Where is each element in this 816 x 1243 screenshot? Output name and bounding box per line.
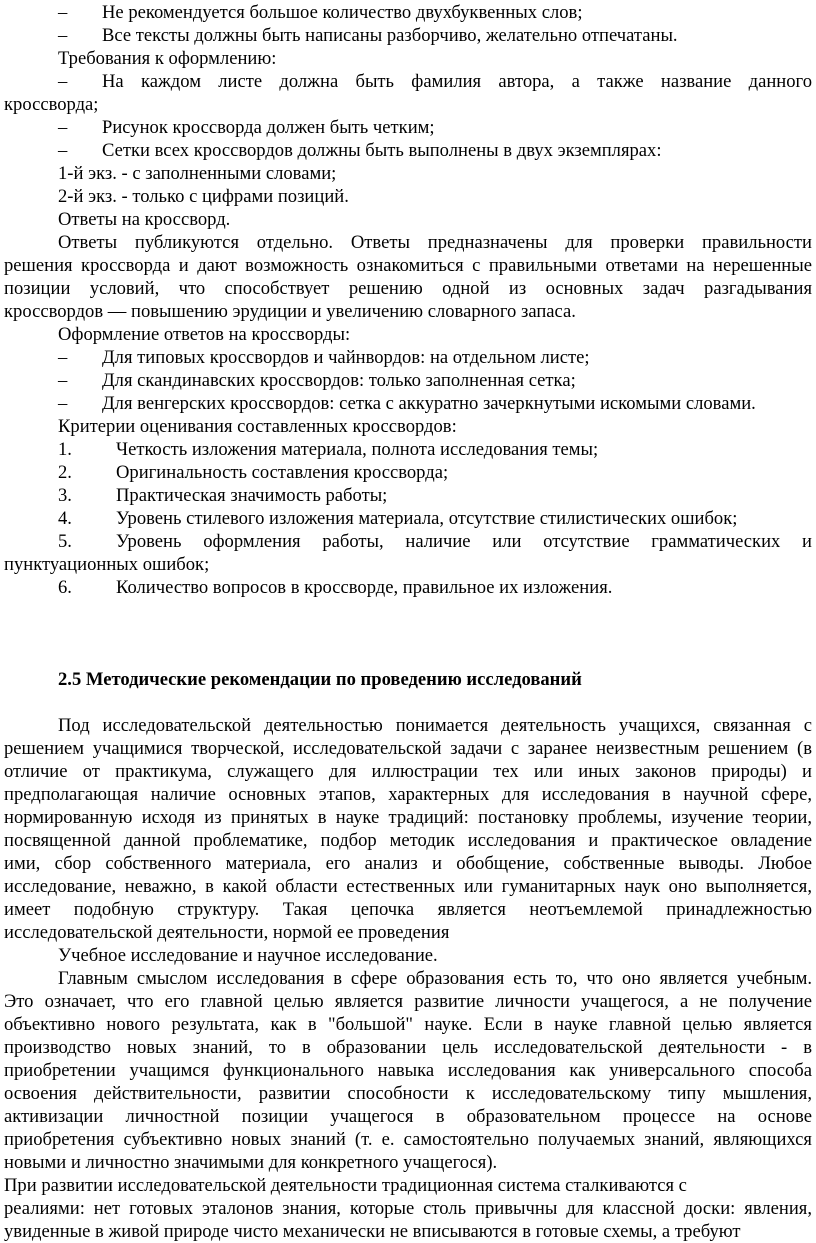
text-line [4, 255, 812, 277]
line-text: 1-й экз. - с заполненными словами; [58, 163, 337, 184]
text-line [58, 48, 812, 70]
text-line [58, 531, 812, 553]
line-text: исследовательской деятельности, нормой ее проведения [4, 922, 450, 943]
text-line [58, 462, 812, 484]
text-line [4, 554, 812, 576]
line-text: Сетки всех кроссвордов должны быть выполнены в двух экземплярах: [102, 140, 662, 161]
bullet-dash: – [58, 347, 68, 368]
line-text: пунктуационных ошибок; [4, 554, 210, 575]
line-text: Уровень оформления работы, наличие или отсутствие грамматических и [116, 531, 812, 552]
line-text: реалиями: нет готовых эталонов знания, которые столь привычны для классной доски: явления, [4, 1198, 812, 1219]
line-text: Рисунок кроссворда должен быть четким; [102, 117, 435, 138]
text-line [58, 71, 812, 93]
bullet-dash: – [58, 71, 68, 92]
text-line [58, 2, 812, 24]
line-text: приобретения субъективно новых знаний (т. е. самостоятельно получаемых знаний, являющихся [4, 1129, 812, 1150]
line-text: Практическая значимость работы; [116, 485, 388, 506]
list-number: 1. [58, 439, 72, 460]
text-line [58, 485, 812, 507]
text-line [58, 416, 812, 438]
line-text: производство новых знаний, то в образовании цель исследовательской деятельности - в [4, 1037, 812, 1058]
text-line [4, 278, 812, 300]
line-text: нормированную исходя из принятых в науке традиций: постановку проблемы, изучение теории, [4, 807, 812, 828]
text-line [4, 784, 812, 806]
line-text: Для венгерских кроссвордов: сетка с аккуратно зачеркнутыми искомыми словами. [102, 393, 756, 414]
bullet-dash: – [58, 370, 68, 391]
line-text: решением учащимися творческой, исследовательской задачи с заранее неизвестным решением (в [4, 738, 812, 759]
line-text: имеет подобную структуру. Такая цепочка является неотъемлемой принадлежностью [4, 899, 812, 920]
line-text: кроссворда; [4, 94, 99, 115]
line-text: Оригинальность составления кроссворда; [116, 462, 449, 483]
text-line [58, 25, 812, 47]
bullet-dash: – [58, 2, 68, 23]
line-text: позиции условий, что способствует решению одной из основных задач разгадывания [4, 278, 812, 299]
line-text: посвященной данной проблематике, подбор методик исследования и практическое овладение [4, 830, 812, 851]
line-text: приобретении учащимся функционального навыка исследования как универсального способа [4, 1060, 812, 1081]
text-line [4, 94, 812, 116]
line-text: Ответы на кроссворд. [58, 209, 231, 230]
text-line [4, 922, 812, 944]
text-line [4, 1129, 812, 1151]
text-line [58, 232, 812, 254]
text-line [58, 209, 812, 231]
text-line [58, 968, 812, 990]
text-line [4, 1037, 812, 1059]
text-line [4, 1060, 812, 1082]
line-text: кроссвордов — повышению эрудиции и увеличению словарного запаса. [4, 301, 576, 322]
bullet-dash: – [58, 25, 68, 46]
line-text: Под исследовательской деятельностью понимается деятельность учащихся, связанная с [58, 715, 812, 736]
list-number: 3. [58, 485, 72, 506]
text-line [58, 715, 812, 737]
list-number: 6. [58, 577, 72, 598]
section-heading [58, 669, 812, 691]
text-line [4, 738, 812, 760]
line-text: Это означает, что его главной целью является развитие личности учащегося, а не получение [4, 991, 812, 1012]
text-line [4, 301, 812, 323]
text-line [58, 393, 812, 415]
line-text: При развитии исследовательской деятельности традиционная система сталкиваются с [4, 1175, 687, 1196]
text-line [58, 370, 812, 392]
text-line [58, 508, 812, 530]
text-line [4, 1014, 812, 1036]
line-text: Ответы публикуются отдельно. Ответы предназначены для проверки правильности [58, 232, 812, 253]
text-line [58, 945, 812, 967]
line-text: На каждом листе должна быть фамилия автора, а также название данного [102, 71, 812, 92]
line-text: Уровень стилевого изложения материала, отсутствие стилистических ошибок; [116, 508, 738, 529]
line-text: решения кроссворда и дают возможность ознакомиться с правильными ответами на нерешенные [4, 255, 812, 276]
text-line [4, 761, 812, 783]
line-text: ими, сбор собственного материала, его анализ и обобщение, собственные выводы. Любое [4, 853, 812, 874]
text-line [58, 324, 812, 346]
line-text: Все тексты должны быть написаны разборчиво, желательно отпечатаны. [102, 25, 678, 46]
text-line [58, 117, 812, 139]
list-number: 2. [58, 462, 72, 483]
line-text: новыми и личностно значимыми для конкретного учащегося). [4, 1152, 498, 1173]
line-text: Количество вопросов в кроссворде, правильное их изложения. [116, 577, 613, 598]
text-line [58, 140, 812, 162]
text-line [58, 439, 812, 461]
line-text: увиденные в живой природе чисто механически не вписываются в готовые схемы, а требуют [4, 1221, 741, 1242]
text-line [4, 807, 812, 829]
line-text: освоения действительности, развитии способности к исследовательскому типу мышления, [4, 1083, 812, 1104]
text-line [58, 163, 812, 185]
text-line [4, 1198, 812, 1220]
line-text: Оформление ответов на кроссворды: [58, 324, 351, 345]
bullet-dash: – [58, 140, 68, 161]
bullet-dash: – [58, 117, 68, 138]
line-text: Главным смыслом исследования в сфере образования есть то, что оно является учебным. [58, 968, 812, 989]
text-line [4, 1083, 812, 1105]
text-line [4, 1106, 812, 1128]
line-text: Четкость изложения материала, полнота исследования темы; [116, 439, 599, 460]
line-text: Учебное исследование и научное исследование. [58, 945, 438, 966]
line-text: предполагающая наличие основных этапов, характерных для исследования в научной сфере, [4, 784, 812, 805]
text-line [4, 991, 812, 1013]
text-line [58, 186, 812, 208]
line-text: Требования к оформлению: [58, 48, 277, 69]
list-number: 5. [58, 531, 72, 552]
line-text: отличие от практикума, служащего для иллюстрации тех или иных законов природы) и [4, 761, 812, 782]
line-text: 2.5 Методические рекомендации по проведению исследований [58, 669, 582, 690]
line-text: Критерии оценивания составленных кроссвордов: [58, 416, 457, 437]
line-text: Для типовых кроссвордов и чайнвордов: на отдельном листе; [102, 347, 590, 368]
text-line [4, 1175, 812, 1197]
text-line [4, 899, 812, 921]
line-text: 2-й экз. - только с цифрами позиций. [58, 186, 349, 207]
line-text: Не рекомендуется большое количество двухбуквенных слов; [102, 2, 583, 23]
text-line [58, 347, 812, 369]
line-text: исследование, неважно, в какой области естественных или гуманитарных наук оно выполняется, [4, 876, 812, 897]
text-line [4, 853, 812, 875]
text-line [58, 577, 812, 599]
line-text: активизации личностной позиции учащегося в образовательном процессе на основе [4, 1106, 812, 1127]
list-number: 4. [58, 508, 72, 529]
line-text: объективно нового результата, как в "большой" науке. Если в науке главной целью является [4, 1014, 812, 1035]
text-line [4, 830, 812, 852]
text-line [4, 876, 812, 898]
bullet-dash: – [58, 393, 68, 414]
text-line [4, 1152, 812, 1174]
line-text: Для скандинавских кроссвордов: только заполненная сетка; [102, 370, 576, 391]
text-line [4, 1221, 812, 1243]
